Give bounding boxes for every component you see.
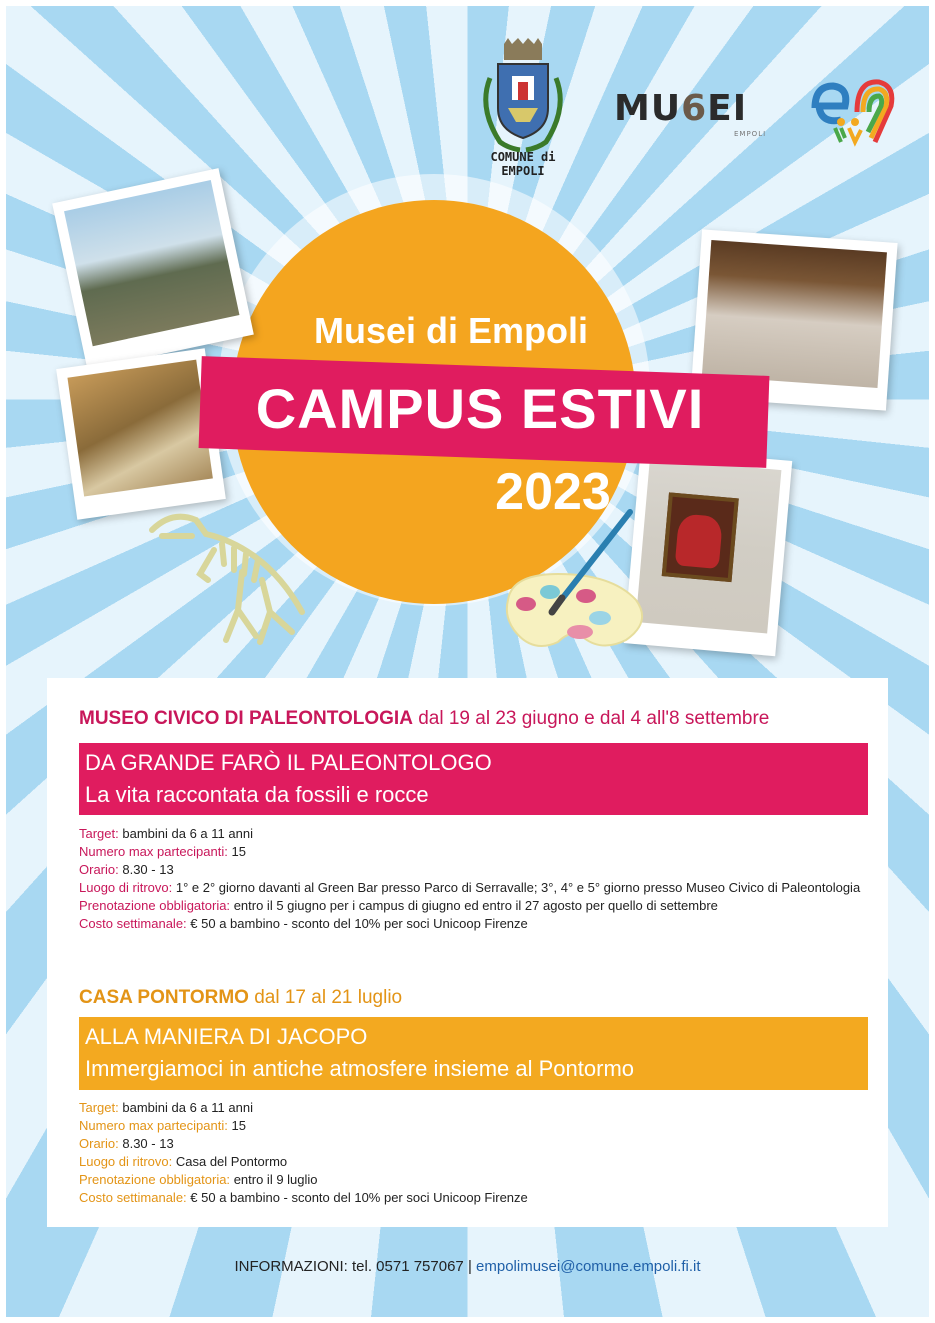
detail-label: Orario: (79, 1136, 119, 1151)
skeleton-exhibit-image (67, 360, 212, 497)
detail-label: Numero max partecipanti: (79, 844, 228, 859)
detail-value: entro il 5 giugno per i campus di giugno ed entro il 27 agosto per quello di settembre (233, 898, 718, 913)
section2-heading (79, 987, 402, 1009)
poster (6, 6, 929, 1317)
detail-value: 1° e 2° giorno davanti al Green Bar presso Parco di Serravalle; 3°, 4° e 5° giorno presso Museo Civico di Paleontologia (175, 880, 861, 895)
crest-icon (468, 38, 578, 160)
detail-row (79, 1153, 869, 1171)
empoli-rainbow-logo-icon (811, 72, 895, 148)
section1-title: DA GRANDE FARÒ IL PALEONTOLOGO (85, 750, 492, 775)
detail-row (79, 1171, 869, 1189)
section1-subtitle: La vita raccontata da fossili e rocce (85, 782, 429, 807)
detail-row (79, 1189, 869, 1207)
detail-value: 8.30 - 13 (122, 862, 174, 877)
section2-dates: dal 17 al 21 luglio (254, 987, 403, 1008)
section1-dates: dal 19 al 23 giugno e dal 4 all'8 settembre (418, 708, 770, 729)
section2-title: ALLA MANIERA DI JACOPO (85, 1024, 368, 1049)
info-panel (47, 678, 888, 1227)
musei-logo-six: 6 (681, 88, 708, 129)
hero-title: CAMPUS ESTIVI (255, 377, 705, 440)
section1-venue: MUSEO CIVICO DI PALEONTOLOGIA (79, 708, 413, 729)
detail-row (79, 879, 869, 897)
detail-value: € 50 a bambino - sconto del 10% per soci Unicoop Firenze (190, 1190, 528, 1205)
musei-logo-sub: EMPOLI (734, 130, 767, 138)
section1-heading (79, 708, 769, 730)
detail-value: Casa del Pontormo (175, 1154, 288, 1169)
dinosaur-image (64, 180, 239, 346)
section1-details (79, 825, 869, 933)
detail-row (79, 861, 869, 879)
detail-label: Numero max partecipanti: (79, 1118, 228, 1133)
detail-label: Luogo di ritrovo: (79, 880, 173, 895)
detail-value: entro il 9 luglio (233, 1172, 318, 1187)
detail-row (79, 1117, 869, 1135)
detail-row (79, 915, 869, 933)
detail-value: bambini da 6 a 11 anni (122, 1100, 253, 1115)
detail-label: Costo settimanale: (79, 1190, 187, 1205)
detail-row (79, 843, 869, 861)
painting-figure (675, 513, 723, 569)
detail-value: bambini da 6 a 11 anni (122, 826, 253, 841)
musei-logo (614, 88, 747, 129)
section2-subtitle: Immergiamoci in antiche atmosfere insieme al Pontormo (85, 1056, 635, 1081)
section2-title-band (79, 1017, 868, 1090)
comune-crest-logo (468, 38, 578, 178)
dinosaur-skeleton-icon (142, 500, 312, 650)
hero-subtitle: Musei di Empoli (313, 310, 589, 351)
section2-venue: CASA PONTORMO (79, 987, 249, 1008)
detail-row (79, 1135, 869, 1153)
detail-value: 15 (231, 844, 246, 859)
footer-phone: INFORMAZIONI: tel. 0571 757067 (234, 1258, 464, 1275)
detail-label: Luogo di ritrovo: (79, 1154, 173, 1169)
detail-label: Target: (79, 1100, 119, 1115)
musei-logo-post: EI (707, 88, 748, 129)
detail-value: 8.30 - 13 (122, 1136, 174, 1151)
detail-label: Target: (79, 826, 119, 841)
detail-value: 15 (231, 1118, 246, 1133)
musei-logo-pre: MU (614, 88, 682, 129)
detail-label: Orario: (79, 862, 119, 877)
detail-row (79, 897, 869, 915)
detail-row (79, 825, 869, 843)
detail-value: € 50 a bambino - sconto del 10% per soci Unicoop Firenze (190, 916, 528, 931)
hero-year: 2023 (495, 463, 611, 521)
historic-room-image (702, 240, 887, 388)
paint-palette-icon (502, 500, 652, 660)
section2-details (79, 1099, 869, 1207)
detail-row (79, 1099, 869, 1117)
painting-image (636, 459, 782, 634)
detail-label: Prenotazione obbligatoria: (79, 1172, 231, 1187)
footer-info (6, 1258, 929, 1275)
section1-title-band (79, 743, 868, 815)
detail-label: Costo settimanale: (79, 916, 187, 931)
dinosaur-photo (52, 168, 254, 370)
detail-label: Prenotazione obbligatoria: (79, 898, 231, 913)
footer-separator: | (467, 1258, 472, 1275)
comune-label: COMUNE di EMPOLI (490, 150, 556, 178)
footer-email-link[interactable]: empolimusei@comune.empoli.fi.it (476, 1258, 701, 1275)
